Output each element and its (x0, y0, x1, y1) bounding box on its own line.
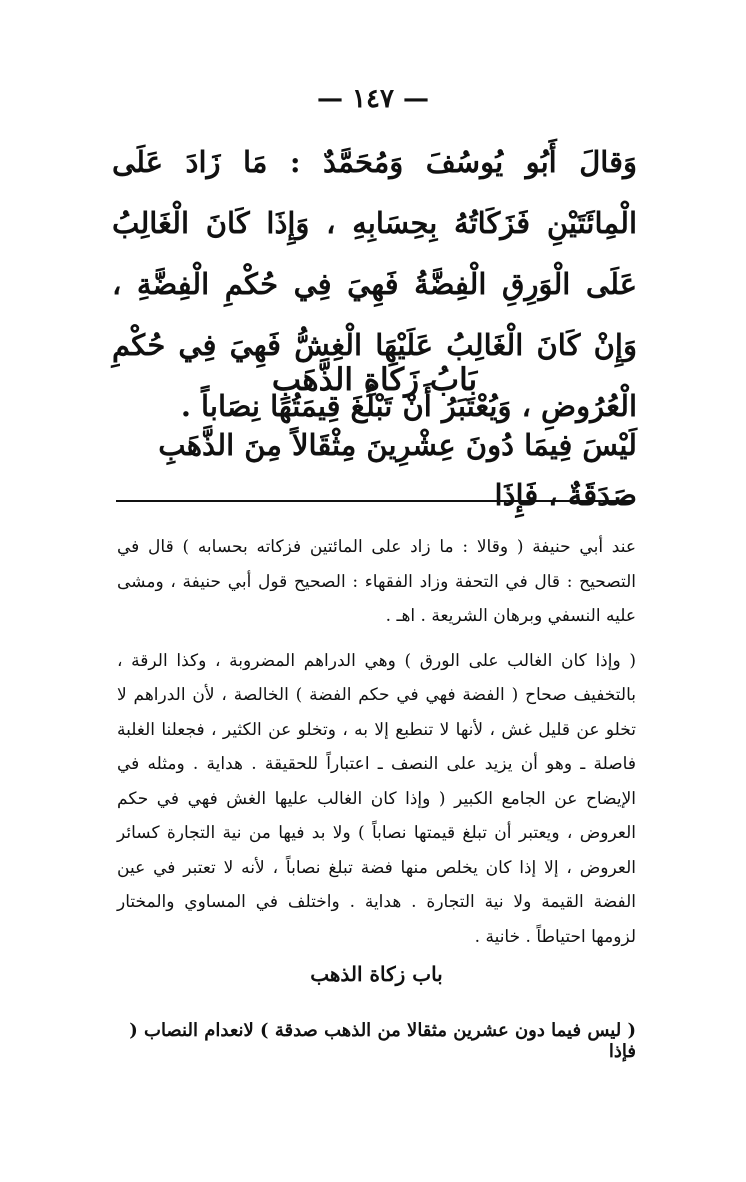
chapter-heading: بَابُ زَكَاةِ الذَّهَبِ (271, 362, 478, 398)
commentary-paragraph-2: ( وإذا كان الغالب على الورق ) وهي الدراهم المضروبة ، وكذا الرقة ، بالتخفيف صحاح ( الفضة فهي في حكم الفضة ) الخالصة ، لأن الدراهم لا تخلو عن قليل غش ، لأنها لا تنطبع إلا به ، وتخلو عن الكثير ، فجعلنا الغلبة فاصلة ـ وهو أن يزيد على النصف ـ اعتباراً للحقيقة . هداية . ومثله في الإيضاح عن الجامع الكبير ( وإذا كان الغالب عليها الغش فهي في حكم العروض ، ويعتبر أن تبلغ قيمتها نصاباً ) ولا بد فيها من نية التجارة كسائر العروض ، إلا إذا كان يخلص منها فضة تبلغ نصاباً ، لأنه لا تعتبر في عين الفضة القيمة ولا نية التجارة . هداية . واختلف في المساوي والمختار لزومها احتياطاً . خانية . (117, 650, 636, 947)
footnote-divider (116, 500, 634, 502)
page-number: — ١٤٧ — (316, 84, 430, 114)
commentary (117, 530, 636, 954)
commentary-sub-heading: باب زكاة الذهب (310, 962, 443, 986)
chapter-first-line: لَيْسَ فِيمَا دُونَ عِشْرِينَ مِثْقَالاً مِنَ الذَّهَبِ صَدَقَةٌ ، فَإِذَا (158, 428, 637, 512)
main-text-paragraph: وَقالَ أَبُو يُوسُفَ وَمُحَمَّدٌ : مَا زَادَ عَلَى الْمِائَتَيْنِ فَزَكَاتُهُ بِحِسَابِهِ ، وَإِذَا كَانَ الْغَالِبُ عَلَى الْوَرِقِ الْفِضَّةُ فَهِيَ فِي حُكْمِ الْفِضَّةِ ، وَإِنْ كَانَ الْغَالِبُ عَلَيْهَا الْغِشُّ فَهِيَ فِي حُكْمِ الْعُرُوضِ ، وَيُعْتَبَرُ أَنْ تَبْلُغَ قِيمَتُهَا نِصَاباً . (112, 145, 637, 423)
commentary-last-line: ( ليس فيما دون عشرين مثقالا من الذهب صدقة ) لانعدام النصاب ( فإذا (129, 1020, 636, 1062)
commentary-paragraph-1: عند أبي حنيفة ( وقالا : ما زاد على المائتين فزكاته بحسابه ) قال في التصحيح : قال في التحفة وزاد الفقهاء : الصحيح قول أبي حنيفة ، ومشى عليه النسفي وبرهان الشريعة . اهـ . (117, 537, 636, 626)
